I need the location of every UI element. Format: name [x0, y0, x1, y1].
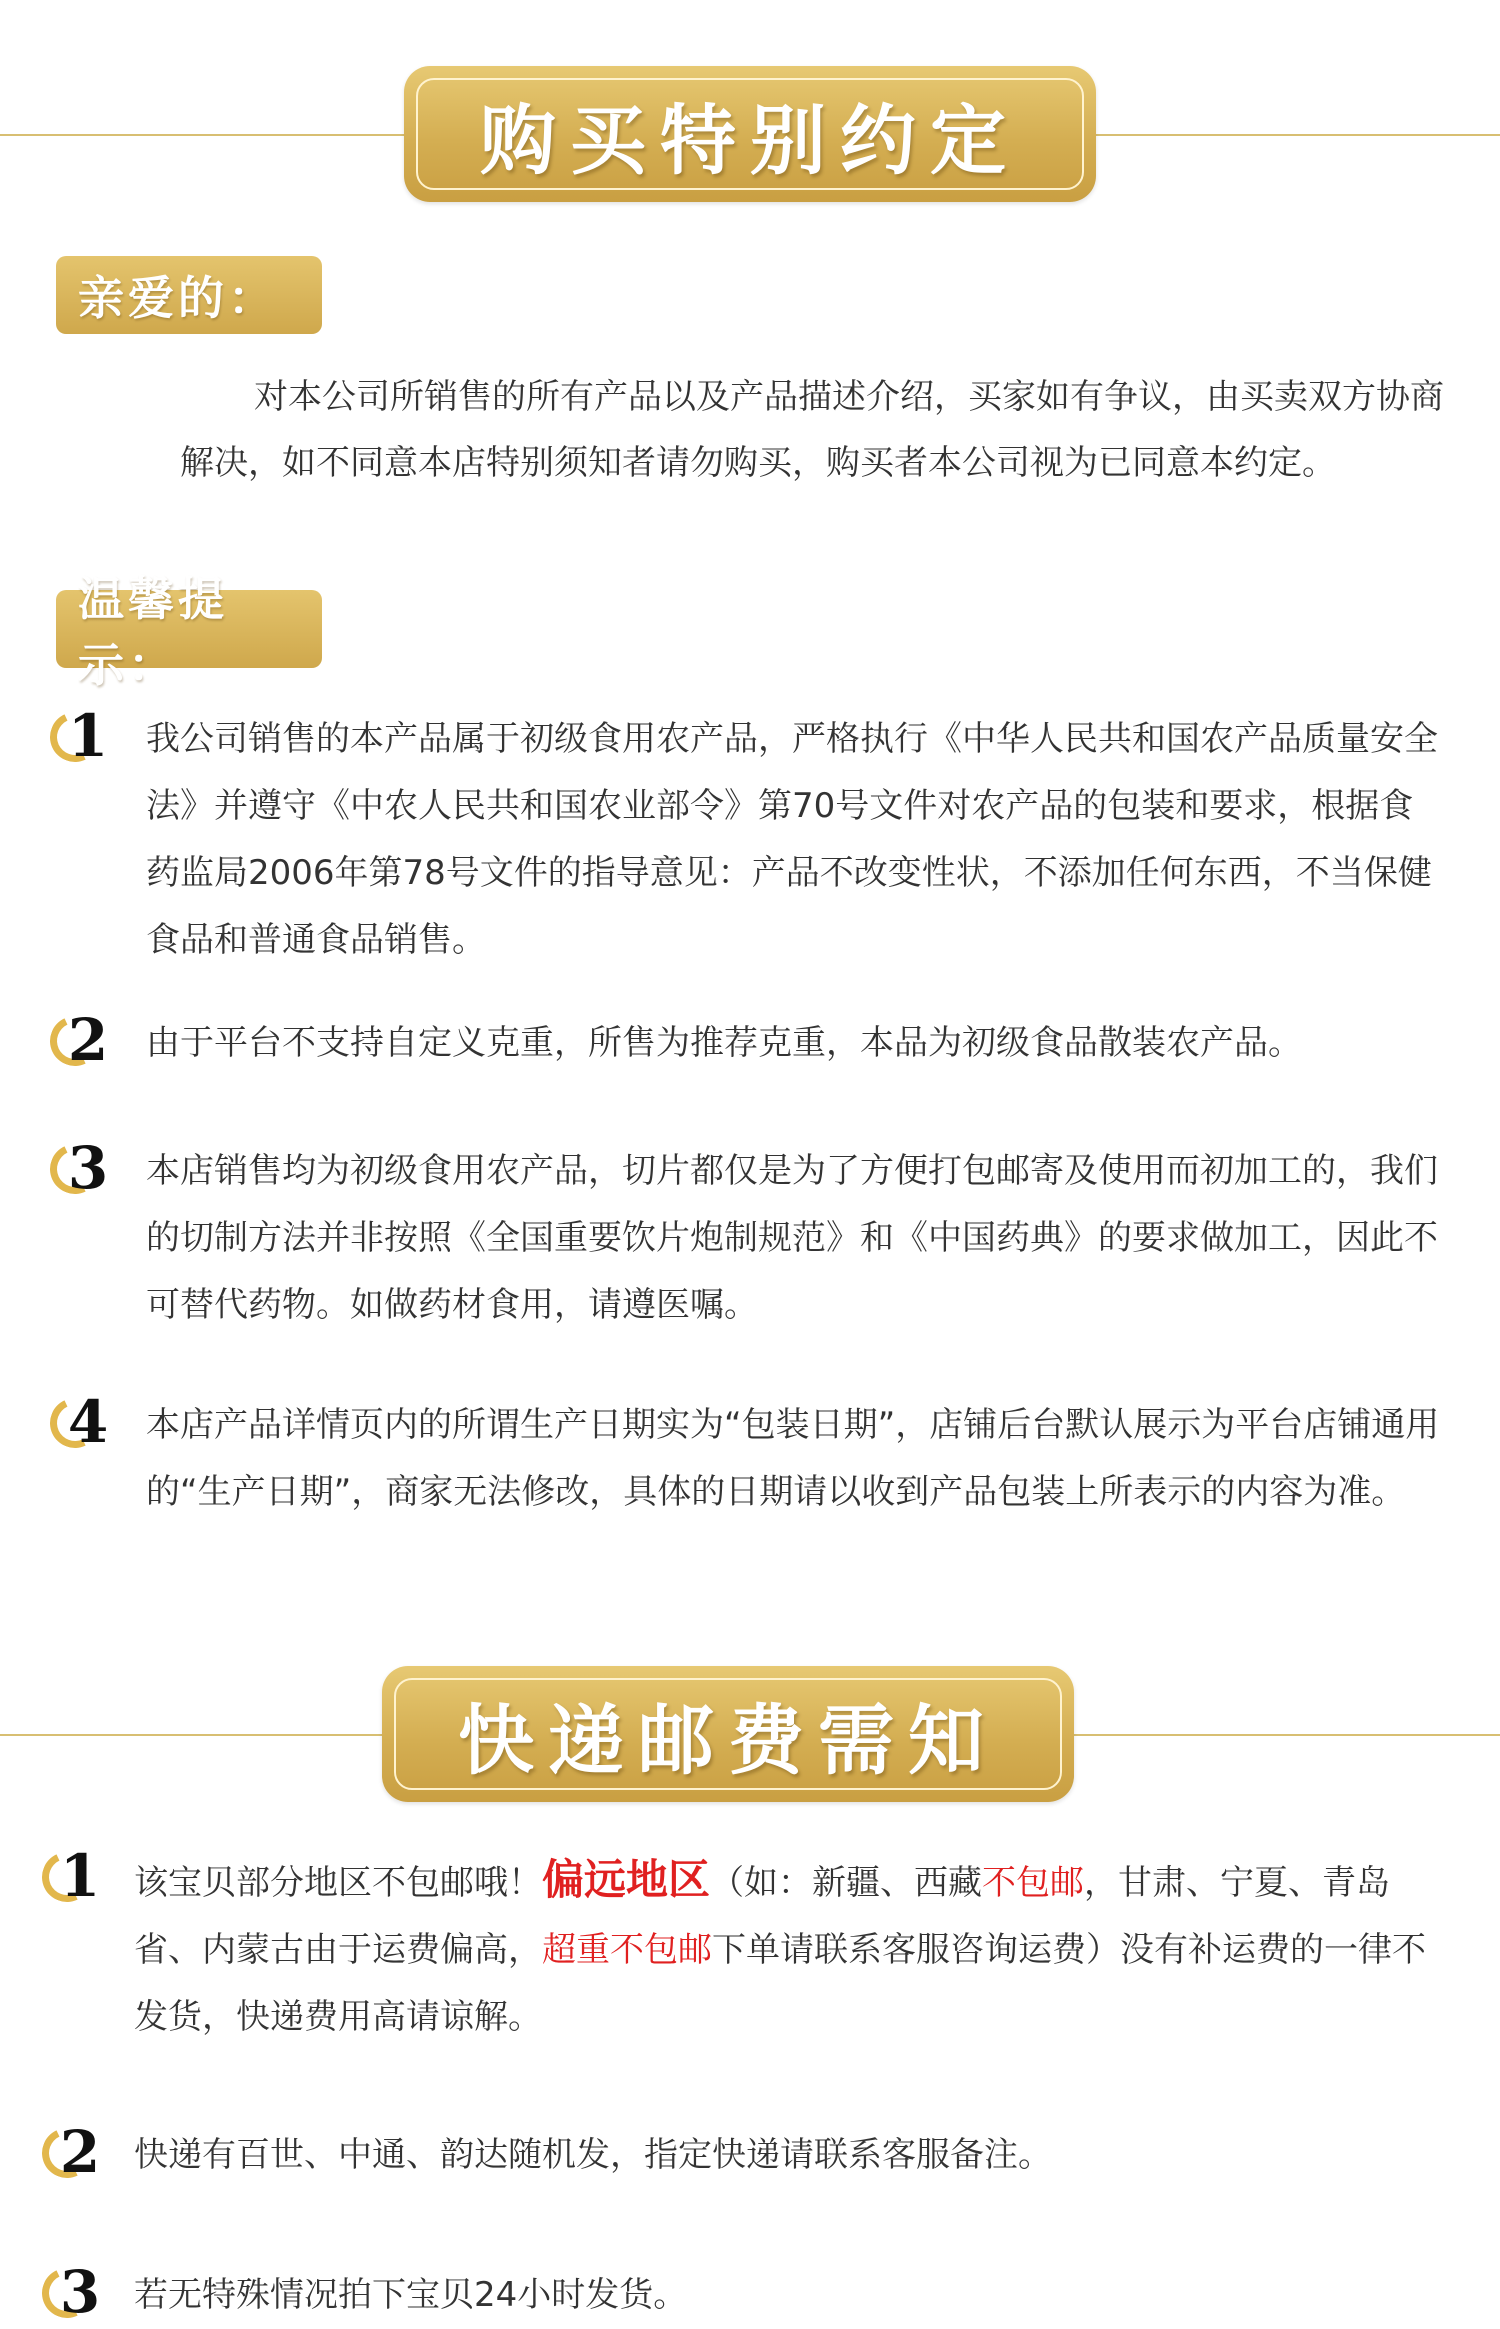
shipping-1-part: （如：新疆、西藏	[710, 1863, 983, 1903]
shipping-1-text	[134, 1846, 1444, 2051]
shipping-1-part: ，甘肃、宁夏、青岛省、内蒙古由于运费偏高，	[134, 1863, 1391, 1970]
no-free-shipping-highlight: 不包邮	[982, 1863, 1085, 1903]
number-text: 3	[59, 2258, 101, 2326]
number-badge-1	[58, 702, 118, 770]
shipping-1-part: 下单请联系客服咨询运费）没有补运费的一律不发货，快递费用高请谅解。	[134, 1930, 1426, 2037]
greeting-text	[180, 364, 1450, 496]
tip-4-text: 本店产品详情页内的所谓生产日期实为“包装日期”，店铺后台默认展示为平台店铺通用的“生产日期”，商家无法修改，具体的日期请以收到产品包装上所表示的内容为准。	[146, 1405, 1440, 1512]
number-text: 4	[67, 1388, 109, 1456]
greeting-text-content: 对本公司所销售的所有产品以及产品描述介绍，买家如有争议，由买卖双方协商解决，如不同意本店特别须知者请勿购买，购买者本公司视为已同意本约定。	[180, 377, 1444, 483]
number-text: 1	[67, 702, 109, 770]
shipping-1-part: 该宝贝部分地区不包邮哦！	[134, 1863, 542, 1903]
section-banner-purchase	[404, 66, 1096, 202]
greeting-tag: 亲爱的：	[56, 256, 322, 334]
tip-1-text: 我公司销售的本产品属于初级食用农产品，严格执行《中华人民共和国农产品质量安全法》并遵守《中农人民共和国农业部令》第70号文件对农产品的包装和要求，根据食药监局2006年第78号文件的指导意见：产品不改变性状，不添加任何东西，不当保健食品和普通食品销售。	[146, 719, 1438, 960]
number-badge-2	[58, 1006, 118, 1074]
number-badge-4	[58, 1388, 118, 1456]
banner-title: 购买特别约定	[480, 95, 1020, 185]
banner-title: 快递邮费需知	[458, 1695, 998, 1785]
number-text: 2	[67, 1006, 109, 1074]
remote-area-highlight: 偏远地区	[542, 1855, 711, 1904]
shipping-2-text: 快递有百世、中通、韵达随机发，指定快递请联系客服备注。	[134, 2135, 1052, 2175]
number-badge-1	[50, 1842, 110, 1910]
tip-2-text: 由于平台不支持自定义克重，所售为推荐克重，本品为初级食品散装农产品。	[146, 1023, 1302, 1063]
tips-tag: 温馨提示：	[56, 590, 322, 668]
number-badge-3	[58, 1134, 118, 1202]
number-text: 1	[59, 1842, 101, 1910]
number-text: 2	[59, 2118, 101, 2186]
overweight-highlight: 超重不包邮	[542, 1930, 712, 1970]
tip-3-text: 本店销售均为初级食用农产品，切片都仅是为了方便打包邮寄及使用而初加工的，我们的切制方法并非按照《全国重要饮片炮制规范》和《中国药典》的要求做加工，因此不可替代药物。如做药材食用，请遵医嘱。	[146, 1151, 1438, 1325]
section-banner-shipping	[382, 1666, 1074, 1802]
shipping-3-text: 若无特殊情况拍下宝贝24小时发货。	[134, 2275, 688, 2315]
number-badge-2	[50, 2118, 110, 2186]
number-badge-3	[50, 2258, 110, 2326]
number-text: 3	[67, 1134, 109, 1202]
